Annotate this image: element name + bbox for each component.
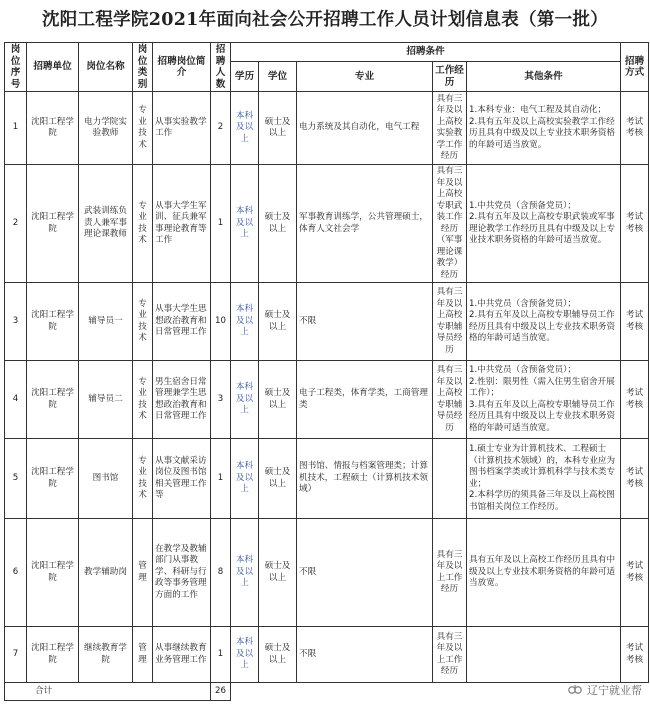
cell-count: 1 — [211, 165, 231, 283]
cell-education: 本科及以上 — [231, 627, 259, 683]
header-name: 岗位名称 — [79, 43, 133, 92]
cell-degree: 硕士及以上 — [259, 92, 297, 165]
table-row — [5, 627, 649, 683]
cell-desc: 从事文献采访岗位及图书馆相关管理工作等 — [153, 439, 211, 519]
cell-name: 辅导员二 — [79, 361, 133, 439]
total-count: 26 — [211, 683, 231, 701]
cell-education: 本科及以上 — [231, 283, 259, 361]
cell-category: 专业技术 — [133, 283, 153, 361]
cell-category: 专业技术 — [133, 165, 153, 283]
total-row — [5, 683, 649, 701]
cell-experience: 具有三年及以上工作经历 — [433, 627, 467, 683]
cell-name: 武装训练负责人兼军事理论课教师 — [79, 165, 133, 283]
header-count: 招聘人数 — [211, 43, 231, 92]
cell-name: 教学辅助岗 — [79, 519, 133, 627]
cell-seq: 5 — [5, 439, 27, 519]
cell-category: 管理 — [133, 519, 153, 627]
cell-count: 1 — [211, 439, 231, 519]
cell-degree: 硕士及以上 — [259, 439, 297, 519]
cell-name: 电力学院实验教师 — [79, 92, 133, 165]
cell-major: 不限 — [297, 627, 433, 683]
cell-major: 不限 — [297, 283, 433, 361]
cell-major: 电子工程类，体育学类，工商管理类 — [297, 361, 433, 439]
cell-degree: 硕士及以上 — [259, 283, 297, 361]
cell-major: 军事教育训练学，公共管理硕士，体育人文社会学 — [297, 165, 433, 283]
table-row — [5, 519, 649, 627]
cell-unit: 沈阳工程学院 — [27, 439, 79, 519]
cell-major: 电力系统及其自动化，电气工程 — [297, 92, 433, 165]
cell-category: 管理 — [133, 627, 153, 683]
cell-unit: 沈阳工程学院 — [27, 361, 79, 439]
total-label: 合计 — [5, 683, 211, 701]
cell-seq: 1 — [5, 92, 27, 165]
cell-other: 1.硕士专业为计算机技术、工程硕士（计算机技术领域）的，本科专业应为图书档案学类或计算机科学与技术类专业； 2.本科学历的须具备三年及以上高校图书馆相关岗位工作经历。 — [467, 439, 621, 519]
cell-seq: 2 — [5, 165, 27, 283]
cell-method: 考试考核 — [621, 283, 649, 361]
cell-experience: 具有三年及以上工作经历 — [433, 519, 467, 627]
header-method: 招聘方式 — [621, 43, 649, 92]
header-experience: 工作经历 — [433, 62, 467, 92]
header-other: 其他条件 — [467, 62, 621, 92]
header-seq: 岗位序号 — [5, 43, 27, 92]
table-row — [5, 92, 649, 165]
cell-seq: 3 — [5, 283, 27, 361]
cell-experience: 具有三年及以上高校专职武装工作经历（军事理论课教学）经历 — [433, 165, 467, 283]
cell-unit: 沈阳工程学院 — [27, 627, 79, 683]
cell-desc: 从事继续教育业务管理工作 — [153, 627, 211, 683]
cell-count: 10 — [211, 283, 231, 361]
cell-major: 不限 — [297, 519, 433, 627]
cell-category: 专业技术 — [133, 361, 153, 439]
cell-count: 8 — [211, 519, 231, 627]
cell-education: 本科及以上 — [231, 519, 259, 627]
cell-category: 专业技术 — [133, 439, 153, 519]
cell-experience: 具有三年及以上高校专职辅导员经历 — [433, 283, 467, 361]
header-major: 专业 — [297, 62, 433, 92]
cell-seq: 7 — [5, 627, 27, 683]
cell-education: 本科及以上 — [231, 165, 259, 283]
header-conditions: 招聘条件 — [231, 43, 621, 62]
cell-degree: 硕士及以上 — [259, 361, 297, 439]
cell-method: 考试考核 — [621, 165, 649, 283]
cell-method: 考试考核 — [621, 439, 649, 519]
cell-desc: 从事实验教学工作 — [153, 92, 211, 165]
cell-unit: 沈阳工程学院 — [27, 283, 79, 361]
table-row — [5, 361, 649, 439]
cell-other: 1.中共党员（含预备党员）； 2.性别：限男性（需入住男生宿舍开展工作）； 3.具有五年及以上高校专职辅导员工作经历且具有中级及以上专业技术职务资格的年龄可适当放宽。 — [467, 361, 621, 439]
header-category: 岗位类别 — [133, 43, 153, 92]
cell-desc: 在教学及教辅部门从事教学、科研与行政等事务管理方面的工作 — [153, 519, 211, 627]
cell-method: 考试考核 — [621, 519, 649, 627]
cell-desc: 从事大学生思想政治教育和日常管理工作 — [153, 283, 211, 361]
cell-unit: 沈阳工程学院 — [27, 92, 79, 165]
cell-other — [467, 627, 621, 683]
cell-method: 考试考核 — [621, 627, 649, 683]
cell-unit: 沈阳工程学院 — [27, 165, 79, 283]
table-row — [5, 439, 649, 519]
wechat-channel-icon — [567, 683, 583, 697]
table-row — [5, 283, 649, 361]
cell-count: 3 — [211, 361, 231, 439]
cell-major: 图书馆、情报与档案管理类；计算机技术，工程硕士（计算机技术领域） — [297, 439, 433, 519]
cell-seq: 4 — [5, 361, 27, 439]
watermark-text: 辽宁就业帮 — [587, 684, 642, 697]
cell-desc: 从事大学生军训、征兵兼军事理论教育等工作 — [153, 165, 211, 283]
cell-experience — [433, 439, 467, 519]
cell-other: 1.中共党员（含预备党员）； 2.具有五年及以上高校专职辅导员工作经历且具有中级及以上专业技术职务资格的年龄可适当放宽。 — [467, 283, 621, 361]
recruitment-plan-table — [4, 42, 649, 701]
cell-method: 考试考核 — [621, 361, 649, 439]
cell-method: 考试考核 — [621, 92, 649, 165]
cell-experience: 具有三年及以上高校实验教学工作经历 — [433, 92, 467, 165]
cell-education: 本科及以上 — [231, 361, 259, 439]
watermark — [567, 682, 642, 698]
cell-other: 具有五年及以上高校工作经历且具有中级及以上专业技术职务资格的年龄可适当放宽。 — [467, 519, 621, 627]
cell-unit: 沈阳工程学院 — [27, 519, 79, 627]
cell-seq: 6 — [5, 519, 27, 627]
page-title: 沈阳工程学院2021年面向社会公开招聘工作人员计划信息表（第一批） — [41, 10, 609, 30]
header-degree: 学位 — [259, 62, 297, 92]
cell-name: 图书馆 — [79, 439, 133, 519]
cell-category: 专业技术 — [133, 92, 153, 165]
cell-education: 本科及以上 — [231, 92, 259, 165]
cell-education: 本科及以上 — [231, 439, 259, 519]
table-row — [5, 165, 649, 283]
cell-name: 辅导员一 — [79, 283, 133, 361]
cell-count: 2 — [211, 92, 231, 165]
cell-degree: 硕士及以上 — [259, 519, 297, 627]
cell-other: 1.中共党员（含预备党员）； 2.具有五年及以上高校专职武装或军事理论教学工作经历且具有中级及以上专业技术职务资格的年龄可适当放宽。 — [467, 165, 621, 283]
cell-desc: 男生宿舍日常管理兼学生思想政治教育和日常管理工作 — [153, 361, 211, 439]
cell-count: 1 — [211, 627, 231, 683]
cell-degree: 硕士及以上 — [259, 627, 297, 683]
header-education: 学历 — [231, 62, 259, 92]
header-desc: 招聘岗位简介 — [153, 43, 211, 92]
cell-experience: 具有三年及以上高校专职辅导员经历 — [433, 361, 467, 439]
cell-name: 继续教育学院 — [79, 627, 133, 683]
cell-other: 1.本科专业：电气工程及其自动化； 2.具有五年及以上高校实验教学工作经历且具有中级及以上专业技术职务资格的年龄可适当放宽。 — [467, 92, 621, 165]
cell-degree: 硕士及以上 — [259, 165, 297, 283]
header-unit: 招聘单位 — [27, 43, 79, 92]
